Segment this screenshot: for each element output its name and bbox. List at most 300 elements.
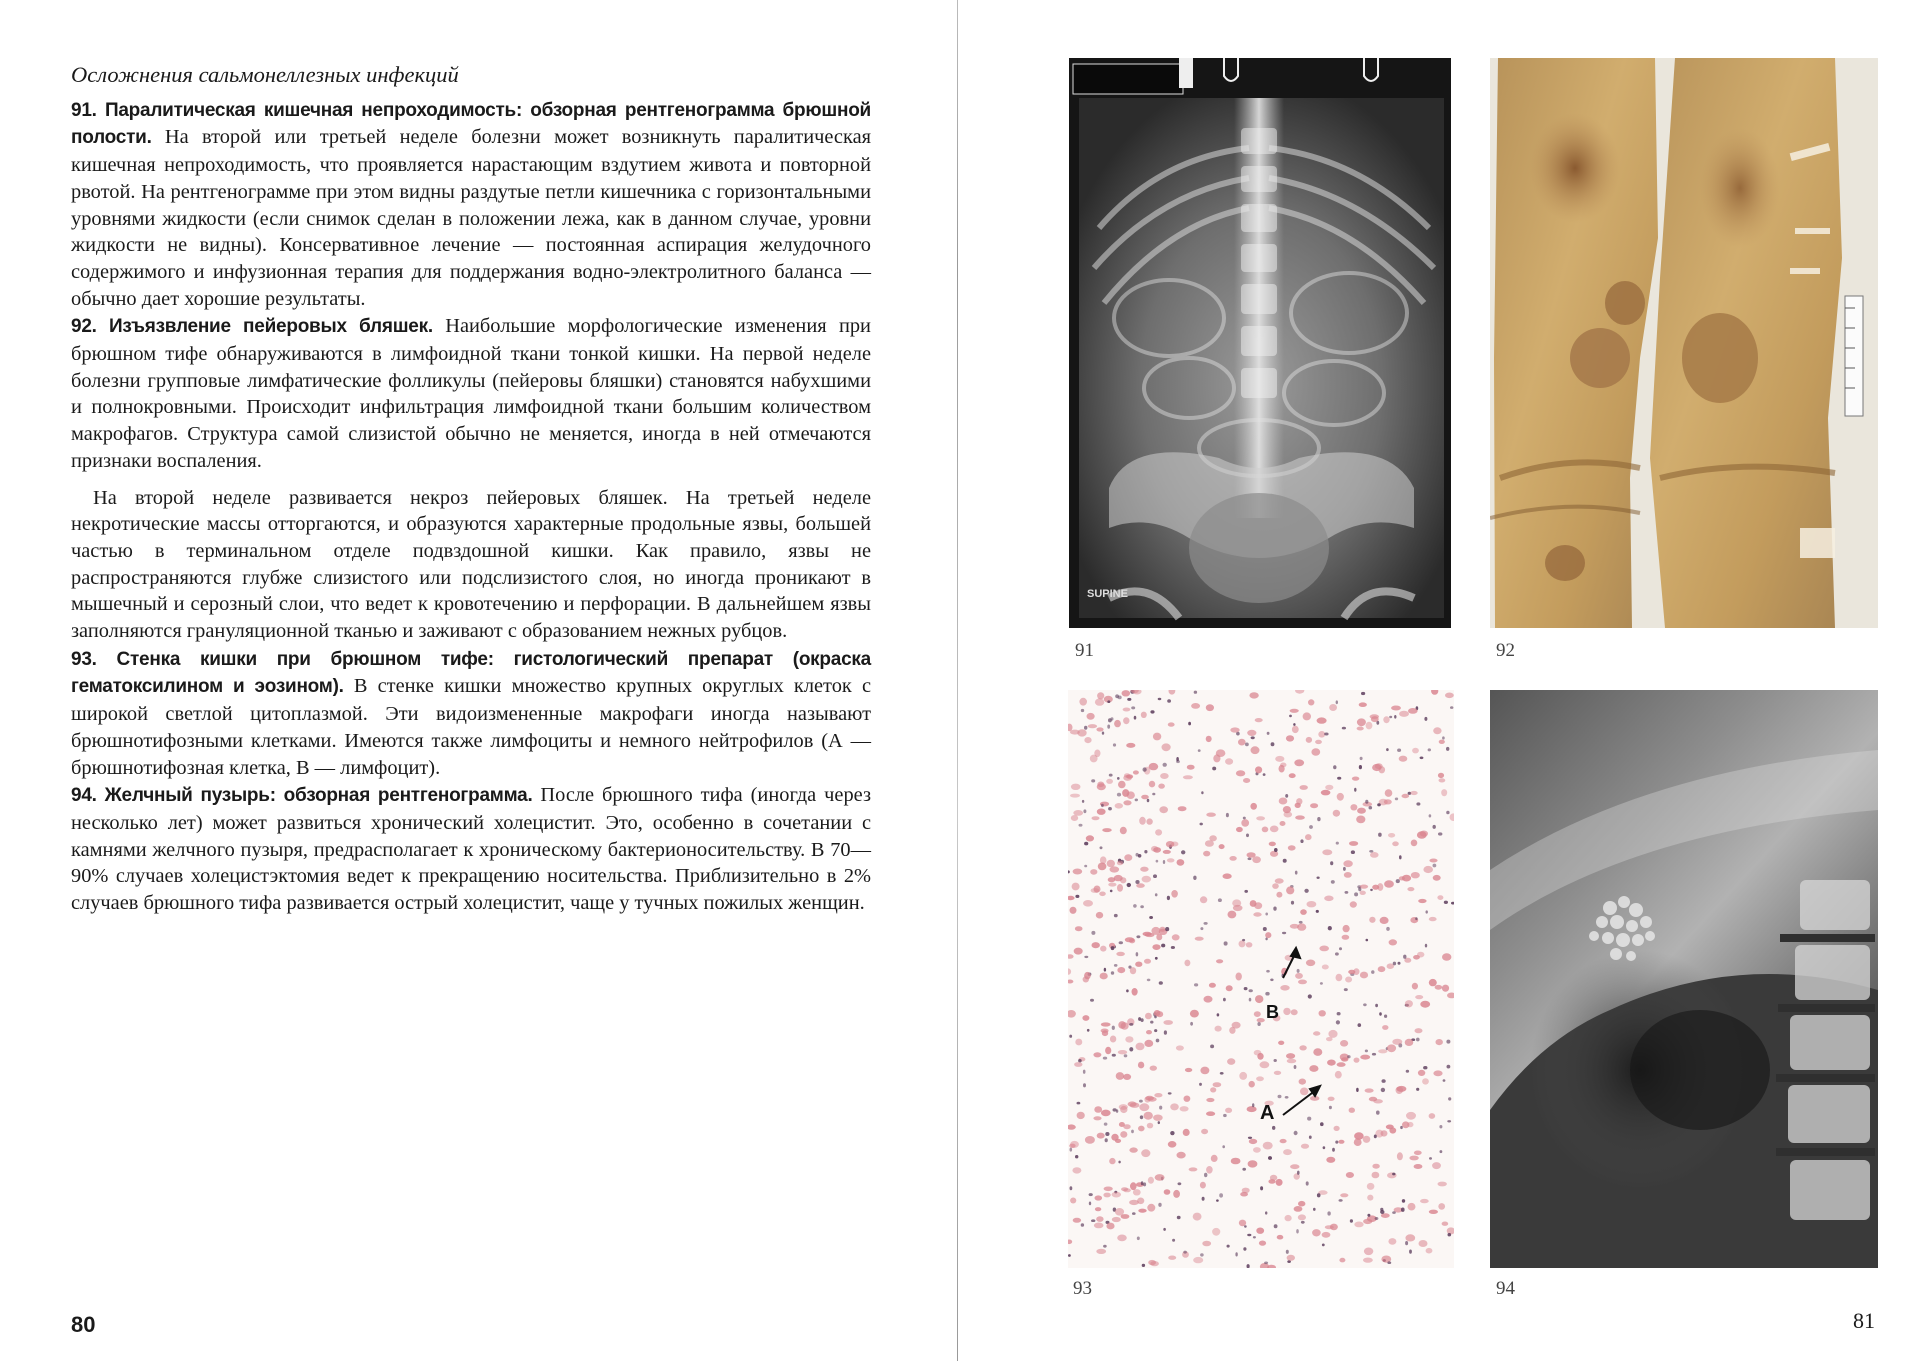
histology-cell: [1442, 1222, 1449, 1226]
histology-cell: [1155, 893, 1158, 896]
histology-cell: [1328, 1097, 1335, 1101]
histology-cell: [1071, 784, 1081, 790]
histology-cell: [1246, 834, 1249, 838]
histology-cell: [1091, 1219, 1095, 1222]
histology-cell: [1231, 1158, 1241, 1165]
histology-cell: [1392, 841, 1399, 846]
histology-cell: [1306, 960, 1315, 967]
histology-cell: [1227, 1245, 1230, 1248]
histology-cell: [1246, 942, 1253, 947]
histology-cell: [1283, 1008, 1290, 1015]
histology-cell: [1320, 1122, 1324, 1126]
histology-cell: [1301, 1221, 1305, 1224]
histology-cell: [1116, 1072, 1124, 1080]
histology-cell: [1429, 1210, 1438, 1214]
histology-cell: [1238, 739, 1246, 746]
histology-cell: [1201, 1129, 1208, 1134]
histology-cell: [1432, 1162, 1441, 1169]
histology-cell: [1429, 814, 1432, 817]
histology-cell: [1202, 1197, 1205, 1201]
histology-cell: [1255, 995, 1263, 1003]
histology-cell: [1343, 867, 1346, 871]
histology-cell: [1108, 718, 1112, 722]
histology-cell: [1112, 1054, 1116, 1057]
histology-cell: [1280, 763, 1286, 768]
histology-cell: [1273, 907, 1276, 911]
histology-cell: [1276, 1179, 1283, 1186]
histology-cell: [1255, 766, 1262, 773]
histology-cell: [1073, 810, 1083, 816]
histology-cell: [1337, 1062, 1346, 1067]
histology-cell: [1327, 1060, 1336, 1066]
histology-cell: [1081, 1223, 1084, 1227]
histology-cell: [1198, 749, 1201, 752]
histology-cell: [1133, 770, 1139, 774]
histology-cell: [1448, 1233, 1452, 1236]
right-page: [960, 0, 1920, 1361]
histology-cell: [1391, 706, 1401, 711]
histology-cell: [1089, 1193, 1093, 1196]
histology-cell: [1367, 1195, 1373, 1201]
histology-cell: [1408, 1203, 1416, 1211]
histology-cell: [1143, 932, 1152, 936]
histology-cell: [1136, 935, 1140, 938]
histology-cell: [1094, 1223, 1104, 1229]
histology-cell: [1163, 763, 1167, 767]
histology-cell: [1399, 756, 1408, 762]
histology-cell: [1446, 811, 1449, 815]
histology-cell: [1236, 770, 1245, 776]
histology-cell: [1349, 1108, 1355, 1113]
histology-cell: [1167, 896, 1170, 900]
histology-cell: [1163, 860, 1165, 864]
histology-cell: [1074, 1062, 1082, 1067]
histology-cell: [1193, 1213, 1202, 1221]
histology-cell: [1277, 1235, 1284, 1240]
histology-cell: [1142, 876, 1151, 883]
histology-cell: [1296, 1229, 1299, 1233]
histology-cell: [1177, 1216, 1181, 1219]
histology-cell: [1442, 953, 1451, 961]
histology-cell: [1150, 1021, 1153, 1024]
histology-cell: [1119, 941, 1123, 944]
histology-cell: [1200, 896, 1207, 903]
histology-cell: [1116, 952, 1125, 956]
histology-cell: [1150, 710, 1154, 713]
histology-cell: [1274, 1059, 1277, 1062]
histology-cell: [1366, 939, 1369, 942]
histology-cell: [1088, 724, 1097, 728]
histology-cell: [1429, 1157, 1432, 1160]
histology-cell: [1354, 892, 1358, 896]
histology-cell: [1083, 1070, 1086, 1074]
histology-cell: [1292, 726, 1299, 733]
histology-cell: [1448, 1097, 1451, 1100]
histology-cell: [1357, 808, 1366, 814]
histology-cell: [1090, 755, 1098, 763]
histology-cell: [1183, 775, 1193, 779]
histology-cell: [1450, 706, 1453, 709]
histology-cell: [1358, 1023, 1362, 1027]
histology-cell: [1383, 716, 1389, 723]
histology-cell: [1392, 1039, 1402, 1045]
paragraph-91-number: 91.: [71, 99, 97, 121]
histology-cell: [1437, 895, 1443, 900]
histology-cell: [1113, 1108, 1117, 1111]
histology-cell: [1155, 1174, 1165, 1181]
histology-cell: [1295, 815, 1305, 819]
histology-cell: [1124, 1054, 1128, 1057]
histology-cell: [1420, 757, 1424, 760]
histology-cell: [1413, 955, 1420, 960]
histology-cell: [1418, 899, 1426, 903]
histology-cell: [1331, 880, 1335, 884]
histology-cell: [1253, 912, 1261, 916]
histology-cell: [1118, 1021, 1126, 1029]
histology-cell: [1365, 800, 1368, 804]
histology-cell: [1176, 1045, 1184, 1050]
histology-cell: [1090, 869, 1097, 875]
histology-cell: [1136, 1043, 1145, 1051]
histology-cell: [1158, 784, 1165, 789]
histology-cell: [1357, 727, 1364, 731]
figure-93-histology-slide: [1068, 690, 1454, 1268]
histology-cell: [1099, 892, 1106, 897]
histology-cell: [1167, 858, 1175, 862]
histology-cell: [1168, 1092, 1172, 1094]
histology-cell: [1260, 1186, 1263, 1190]
histology-cell: [1406, 1070, 1409, 1073]
histology-cell: [1305, 834, 1312, 840]
histology-cell: [1232, 899, 1241, 906]
histology-cell: [1120, 1131, 1127, 1138]
histology-cell: [1339, 1258, 1345, 1263]
abdominal-xray-image: [1069, 58, 1451, 628]
histology-cell: [1265, 932, 1271, 938]
histology-cell: [1225, 758, 1233, 764]
histology-cell: [1171, 946, 1175, 949]
histology-cell: [1392, 1211, 1396, 1214]
histology-cell: [1170, 1103, 1179, 1110]
histology-cell: [1366, 722, 1373, 730]
histology-cell: [1210, 1045, 1214, 1049]
paragraph-92: [71, 313, 871, 474]
histology-cell: [1115, 694, 1119, 698]
histology-cell: [1344, 872, 1352, 878]
histology-cell: [1151, 846, 1158, 852]
histology-cell: [1139, 1100, 1143, 1103]
histology-cell: [1075, 926, 1083, 931]
histology-cell: [1367, 1214, 1370, 1217]
histology-cell: [1142, 1264, 1145, 1267]
histology-cell: [1378, 966, 1386, 972]
histology-cell: [1442, 985, 1449, 992]
histology-cell: [1139, 817, 1146, 825]
histology-cell: [1217, 1013, 1220, 1016]
paragraph-92-heading: Изъязвление пейеровых бляшек.: [109, 316, 433, 338]
histology-cell: [1097, 692, 1104, 699]
histology-cell: [1374, 1135, 1377, 1139]
histology-cell: [1378, 833, 1382, 837]
histology-cell: [1308, 994, 1312, 998]
histology-cell: [1242, 1188, 1250, 1194]
histology-cell: [1340, 1040, 1348, 1047]
histology-cell: [1083, 976, 1089, 982]
histology-cell: [1254, 1011, 1261, 1017]
histology-cell: [1349, 841, 1358, 846]
histology-cell: [1336, 842, 1339, 845]
histology-cell: [1206, 1111, 1215, 1116]
histology-cell: [1316, 910, 1319, 913]
histology-cell: [1077, 1112, 1085, 1119]
histology-cell: [1287, 1059, 1297, 1064]
paragraph-91: [71, 97, 871, 313]
histology-cell: [1111, 971, 1114, 975]
histology-cell: [1265, 913, 1268, 916]
histology-cell: [1177, 859, 1185, 866]
paragraph-92-continued: [71, 485, 871, 645]
histology-cell: [1068, 1254, 1071, 1257]
histology-cell: [1193, 1257, 1203, 1263]
histology-cell: [1438, 1182, 1447, 1187]
histology-cell: [1190, 1010, 1199, 1018]
histology-cell: [1145, 1096, 1154, 1101]
histology-cell: [1328, 1030, 1337, 1038]
histology-cell: [1433, 1070, 1442, 1076]
histology-cell: [1447, 1120, 1451, 1122]
histology-cell: [1239, 1220, 1246, 1227]
histology-cell: [1115, 1208, 1124, 1216]
histology-cell: [1104, 1123, 1108, 1126]
histology-cell: [1107, 725, 1110, 729]
intestine-specimen-image: [1490, 58, 1878, 628]
histology-cell: [1213, 754, 1220, 762]
histology-cell: [1313, 1031, 1320, 1035]
histology-cell: [1112, 1026, 1115, 1030]
histology-cell: [1438, 1203, 1445, 1210]
histology-cell: [1313, 1208, 1316, 1211]
histology-cell: [1112, 1217, 1121, 1222]
histology-cell: [1125, 937, 1135, 942]
histology-cell: [1170, 1131, 1174, 1135]
histology-cell: [1129, 1023, 1133, 1026]
histology-cell: [1224, 941, 1228, 945]
histology-cell: [1227, 1058, 1235, 1065]
histology-cell: [1093, 1052, 1101, 1057]
histology-cell: [1334, 1126, 1340, 1131]
histology-cell: [1215, 1026, 1222, 1032]
figure-94-gallbladder-xray: [1490, 690, 1878, 1268]
histology-cell: [1254, 1050, 1262, 1056]
histology-cell: [1223, 998, 1226, 1002]
histology-cell: [1095, 1195, 1103, 1200]
histology-cell: [1077, 1102, 1081, 1105]
histology-cell: [1290, 1164, 1299, 1169]
histology-cell: [1377, 883, 1383, 891]
histology-cell: [1356, 1088, 1359, 1092]
histology-cell: [1405, 1241, 1408, 1245]
histology-cell: [1444, 901, 1448, 904]
histology-cell: [1247, 730, 1256, 736]
histology-cell: [1129, 1147, 1137, 1152]
histology-cell: [1219, 1193, 1223, 1197]
histology-cell: [1212, 767, 1216, 771]
histology-cell: [1248, 858, 1252, 861]
histology-cell: [1373, 1099, 1383, 1103]
histology-cell: [1345, 891, 1349, 894]
histology-cell: [1265, 1211, 1267, 1214]
histology-cell: [1226, 813, 1229, 817]
histology-cell: [1253, 1147, 1261, 1153]
histology-cell: [1365, 1088, 1374, 1092]
histology-cell: [1359, 702, 1367, 707]
histology-cell: [1109, 774, 1113, 777]
histology-cell: [1155, 829, 1162, 835]
histology-cell: [1426, 910, 1428, 913]
histology-cell: [1078, 1059, 1082, 1062]
histology-cell: [1420, 1001, 1430, 1008]
histology-cell: [1294, 1065, 1297, 1069]
histology-cell: [1135, 880, 1139, 884]
histology-cell: [1309, 1136, 1312, 1139]
histology-cell: [1235, 1252, 1237, 1256]
histology-cell: [1324, 896, 1333, 902]
histology-cell: [1149, 763, 1159, 770]
histology-cell: [1283, 1149, 1292, 1155]
histology-cell: [1191, 703, 1200, 709]
histology-cell: [1272, 883, 1279, 889]
histology-cell: [1322, 965, 1329, 970]
histology-cell: [1172, 934, 1180, 940]
histology-cell: [1363, 1136, 1371, 1143]
histology-cell: [1140, 1115, 1143, 1119]
histology-cell: [1376, 1111, 1380, 1115]
histology-cell: [1070, 907, 1077, 914]
histology-cell: [1422, 1078, 1429, 1084]
histology-cell: [1310, 803, 1318, 808]
histology-cell: [1400, 1126, 1403, 1129]
histology-cell: [1339, 1199, 1343, 1202]
figure-92-label: 92: [1496, 640, 1515, 661]
histology-cell: [1307, 1117, 1311, 1121]
histology-cell: [1118, 1050, 1127, 1054]
histology-cell: [1403, 955, 1406, 959]
histology-cell: [1082, 800, 1084, 803]
paragraph-94-text: После брюшного тифа (иногда через несколько лет) может развиться хронический холецистит. Это, особенно в сочетании с камнями желчного пузыря, предрасполагает к хроническому бактерионосительству. В 70—90% случаев холецистэктомия ведет к прекращению носительства. Приблизительно в 2% случаев брюшного тифа развивается острый холецистит, чаще у тучных пожилых женщин.: [71, 784, 871, 915]
histology-cell: [1372, 1172, 1380, 1179]
histology-cell: [1107, 700, 1110, 703]
histology-cell: [1379, 766, 1386, 773]
histology-cell: [1200, 1182, 1206, 1189]
histology-cell: [1136, 883, 1145, 888]
histology-cell: [1249, 998, 1252, 1002]
histology-cell: [1300, 1088, 1308, 1096]
histology-cell: [1335, 1141, 1338, 1144]
histology-cell: [1195, 937, 1204, 941]
histology-cell: [1155, 957, 1158, 960]
histology-cell: [1204, 1173, 1207, 1177]
histology-cell: [1275, 756, 1284, 762]
histology-cell: [1131, 1130, 1134, 1134]
histology-cell: [1120, 827, 1127, 835]
histology-cell: [1429, 917, 1437, 921]
histology-cell: [1377, 803, 1381, 806]
histology-cell: [1375, 1217, 1379, 1220]
histology-cell: [1338, 1140, 1344, 1144]
histology-cell: [1262, 827, 1269, 833]
histology-cell: [1085, 1136, 1095, 1144]
histology-cell: [1291, 1009, 1298, 1015]
histology-cell: [1266, 970, 1270, 973]
histology-cell: [1083, 809, 1086, 813]
histology-cell: [1159, 806, 1168, 813]
histology-cell: [1309, 825, 1313, 829]
histology-cell: [1275, 878, 1284, 883]
histology-cell: [1416, 1038, 1420, 1042]
histology-cell: [1100, 946, 1106, 952]
histology-cell: [1386, 1125, 1394, 1130]
histology-cell: [1091, 931, 1095, 935]
histology-cell: [1248, 1137, 1252, 1139]
histology-cell: [1255, 718, 1263, 722]
histology-cell: [1115, 1139, 1121, 1143]
histology-cell: [1149, 916, 1153, 919]
histology-cell: [1150, 1066, 1157, 1071]
histology-cell: [1216, 959, 1223, 963]
histology-cell: [1387, 963, 1394, 969]
histology-cell: [1369, 917, 1375, 923]
histology-cell: [1335, 952, 1339, 955]
histology-cell: [1133, 904, 1137, 908]
histology-cell: [1350, 901, 1357, 907]
histology-image: [1068, 690, 1454, 1268]
histology-cell: [1104, 968, 1106, 972]
histology-cell: [1164, 1189, 1171, 1195]
histology-cell: [1138, 1126, 1145, 1132]
histology-cell: [1408, 708, 1418, 714]
histology-cell: [1411, 840, 1418, 847]
histology-cell: [1139, 1103, 1149, 1111]
histology-cell: [1387, 1044, 1396, 1052]
histology-cell: [1115, 803, 1123, 809]
histology-cell: [1154, 1029, 1157, 1032]
histology-cell: [1137, 1237, 1140, 1241]
histology-cell: [1188, 722, 1191, 726]
histology-cell: [1429, 1113, 1436, 1119]
histology-cell: [1411, 872, 1420, 878]
histology-cell: [1294, 759, 1304, 766]
histology-cell: [1120, 877, 1126, 883]
histology-cell: [1414, 1151, 1422, 1156]
histology-cell: [1144, 1112, 1153, 1120]
histology-cell: [1243, 817, 1246, 820]
histology-cell: [1148, 1177, 1154, 1184]
histology-cell: [1124, 854, 1132, 861]
histology-cell: [1123, 800, 1131, 805]
histology-cell: [1118, 1161, 1120, 1164]
histology-cell: [1158, 1121, 1160, 1124]
histology-cell: [1343, 860, 1352, 867]
histology-cell: [1298, 980, 1307, 985]
histology-cell: [1127, 698, 1131, 701]
histology-cell: [1322, 1244, 1325, 1247]
histology-cell: [1446, 1040, 1450, 1044]
histology-cell: [1104, 1187, 1113, 1192]
histology-cell: [1172, 1239, 1175, 1242]
histology-cell: [1356, 816, 1365, 824]
histology-cell: [1183, 1251, 1187, 1254]
histology-cell: [1072, 883, 1080, 891]
